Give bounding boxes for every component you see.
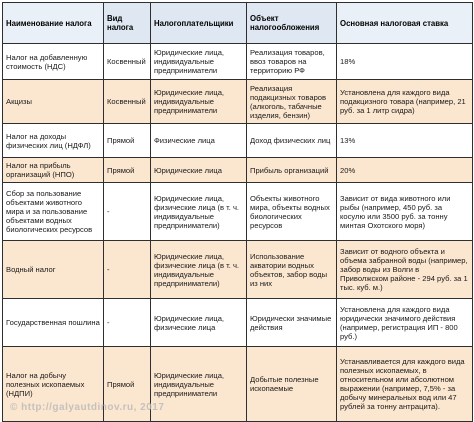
tax-type-cell: - [104,183,151,241]
header-type: Вид налога [104,3,151,44]
tax-rate-cell: Зависит от водного объекта и объема забранной воды (например, забор воды из Волги в Приволжском районе - 294 руб. за 1 тыс. куб. м.) [337,241,473,299]
tax-object-cell: Реализация товаров, ввоз товаров на территорию РФ [247,44,337,80]
tax-object-cell: Использование акватории водных объектов, забор воды из них [247,241,337,299]
tax-rate-cell: 13% [337,124,473,158]
tax-payers-cell: Юридические лица, физические лица [151,299,247,347]
table-row [3,241,473,299]
tax-type-cell: Прямой [104,347,151,422]
tax-payers-cell: Юридические лица [151,158,247,183]
tax-type-cell: Прямой [104,158,151,183]
tax-table [2,2,473,422]
tax-payers-cell: Юридические лица, индивидуальные предприниматели [151,44,247,80]
table-row [3,44,473,80]
tax-name-cell: Водный налог [3,241,104,299]
table-row [3,80,473,124]
table-row [3,299,473,347]
tax-rate-cell: 18% [337,44,473,80]
tax-payers-cell: Юридические лица, физические лица (в т. ч. индивидуальные предприниматели) [151,241,247,299]
tax-object-cell: Юридически значимые действия [247,299,337,347]
tax-name-cell: Государственная пошлина [3,299,104,347]
tax-payers-cell: Юридические лица, физические лица (в т. ч. индивидуальные предприниматели) [151,183,247,241]
tax-type-cell: Косвенный [104,80,151,124]
header-payers: Налогоплательщики [151,3,247,44]
tax-rate-cell: 20% [337,158,473,183]
tax-payers-cell: Физические лица [151,124,247,158]
tax-object-cell: Объекты животного мира, объекты водных биологических ресурсов [247,183,337,241]
tax-name-cell: Налог на добавленную стоимость (НДС) [3,44,104,80]
header-name: Наименование налога [3,3,104,44]
site-watermark: © http://galyautdinov.ru, 2017 [10,402,165,413]
table-row [3,347,473,422]
tax-type-cell: - [104,241,151,299]
tax-object-cell: Добытые полезные ископаемые [247,347,337,422]
header-rate: Основная налоговая ставка [337,3,473,44]
header-row [3,3,473,44]
tax-object-cell: Прибыль организаций [247,158,337,183]
tax-payers-cell: Юридические лица, индивидуальные предприниматели [151,80,247,124]
tax-rate-cell: Зависит от вида животного или рыбы (например, 450 руб. за косулю или 3500 руб. за тонну минтая Охотского моря) [337,183,473,241]
tax-name-cell: Налог на добычу полезных ископаемых (НДПИ) [3,347,104,422]
tax-object-cell: Реализация подакцизных товаров (алкоголь, табачные изделия, бензин) [247,80,337,124]
tax-payers-cell: Юридические лица, индивидуальные предприниматели [151,347,247,422]
table-row [3,124,473,158]
tax-type-cell: Прямой [104,124,151,158]
header-object: Объект налогообложения [247,3,337,44]
tax-rate-cell: Устанавливается для каждого вида полезных ископаемых, в относительном или абсолютном выражении (например, 7,5% - за добычу минеральных вод или 47 рублей за тонну антрацита). [337,347,473,422]
tax-name-cell: Налог на прибыль организаций (НПО) [3,158,104,183]
tax-type-cell: Косвенный [104,44,151,80]
tax-name-cell: Акцизы [3,80,104,124]
tax-rate-cell: Установлена для каждого вида юридически значимого действия (например, регистрация ИП - 800 руб.) [337,299,473,347]
tax-rate-cell: Установлена для каждого вида подакцизного товара (например, 21 руб. за 1 литр сидра) [337,80,473,124]
table-row [3,183,473,241]
tax-name-cell: Налог на доходы физических лиц (НДФЛ) [3,124,104,158]
tax-type-cell: - [104,299,151,347]
table-row [3,158,473,183]
tax-name-cell: Сбор за пользование объектами животного мира и за пользование объектами водных биологических ресурсов [3,183,104,241]
tax-object-cell: Доход физических лиц [247,124,337,158]
